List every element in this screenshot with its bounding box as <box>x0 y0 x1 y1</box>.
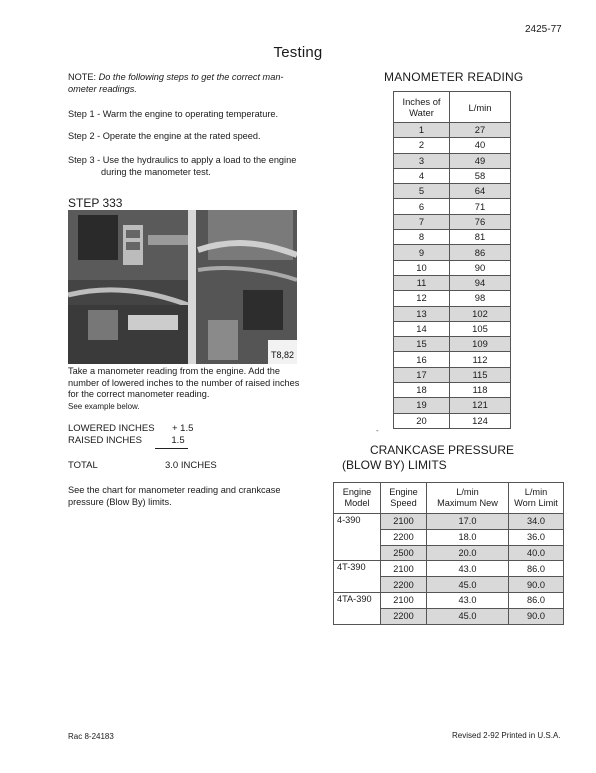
page-title: Testing <box>273 44 323 61</box>
crankcase-speed-cell: 2100 <box>381 592 427 608</box>
crankcase-worn-limit-cell: 90.0 <box>509 608 564 624</box>
manometer-inches-cell: 6 <box>394 199 450 214</box>
page-number: 2425-77 <box>525 24 562 35</box>
caption-text: Take a manometer reading from the engine. Add the number of lowered inches to the number of raised inches for the correct manometer reading. <box>68 366 300 399</box>
manometer-row <box>394 138 511 153</box>
manometer-row <box>394 321 511 336</box>
manometer-row <box>394 291 511 306</box>
manometer-row <box>394 398 511 413</box>
step-3-text <box>68 154 308 178</box>
crankcase-worn-limit-cell: 40.0 <box>509 545 564 561</box>
crankcase-speed-cell: 2200 <box>381 608 427 624</box>
manometer-inches-cell: 15 <box>394 337 450 352</box>
crankcase-max-new-cell: 20.0 <box>427 545 509 561</box>
manometer-inches-cell: 9 <box>394 245 450 260</box>
crankcase-max-new-cell: 17.0 <box>427 514 509 530</box>
manometer-lmin-cell: 98 <box>450 291 511 306</box>
manometer-row <box>394 260 511 275</box>
manometer-lmin-cell: 121 <box>450 398 511 413</box>
manometer-inches-cell: 5 <box>394 184 450 199</box>
manometer-lmin-cell: 86 <box>450 245 511 260</box>
manometer-title: MANOMETER READING <box>384 70 524 84</box>
manometer-lmin-cell: 102 <box>450 306 511 321</box>
manometer-row <box>394 245 511 260</box>
manometer-row <box>394 383 511 398</box>
manometer-lmin-cell: 109 <box>450 337 511 352</box>
step-3-line-2: during the manometer test. <box>101 167 211 177</box>
manometer-lmin-cell: 64 <box>450 184 511 199</box>
manometer-table-body <box>394 123 511 429</box>
crankcase-worn-limit-cell: 86.0 <box>509 592 564 608</box>
photo-code: T8,82 <box>271 350 295 360</box>
crankcase-worn-limit-cell: 34.0 <box>509 514 564 530</box>
manometer-row <box>394 352 511 367</box>
manometer-lmin-cell: 118 <box>450 383 511 398</box>
manometer-row <box>394 214 511 229</box>
manometer-inches-cell: 16 <box>394 352 450 367</box>
photo-caption <box>68 366 303 412</box>
crankcase-model-cell: 4T-390 <box>334 561 381 593</box>
crankcase-speed-cell: 2500 <box>381 545 427 561</box>
manometer-row <box>394 199 511 214</box>
manometer-row <box>394 153 511 168</box>
manometer-inches-cell: 19 <box>394 398 450 413</box>
manometer-inches-cell: 1 <box>394 123 450 138</box>
crankcase-speed-cell: 2200 <box>381 577 427 593</box>
manometer-inches-cell: 3 <box>394 153 450 168</box>
crankcase-header-model: Engine Model <box>334 483 381 514</box>
note-paragraph <box>68 71 308 95</box>
manometer-lmin-cell: 76 <box>450 214 511 229</box>
crankcase-header-speed: Engine Speed <box>381 483 427 514</box>
crankcase-worn-limit-cell: 36.0 <box>509 529 564 545</box>
manometer-lmin-cell: 112 <box>450 352 511 367</box>
manometer-row <box>394 123 511 138</box>
manometer-header-lmin: L/min <box>450 92 511 123</box>
manometer-header-inches: Inches of Water <box>394 92 450 123</box>
manometer-inches-cell: 12 <box>394 291 450 306</box>
crankcase-table-body <box>334 514 564 625</box>
engine-photo <box>68 210 297 364</box>
manometer-row <box>394 306 511 321</box>
crankcase-header-worn-limit: L/min Worn Limit <box>509 483 564 514</box>
crankcase-worn-limit-cell: 86.0 <box>509 561 564 577</box>
crankcase-title: CRANKCASE PRESSURE <box>369 443 515 457</box>
manometer-inches-cell: 20 <box>394 413 450 428</box>
manometer-row <box>394 413 511 428</box>
manometer-inches-cell: 11 <box>394 275 450 290</box>
crankcase-row <box>334 514 564 530</box>
step-3-line-1: Step 3 - Use the hydraulics to apply a load to the engine <box>68 155 297 165</box>
manometer-lmin-cell: 115 <box>450 367 511 382</box>
manometer-lmin-cell: 71 <box>450 199 511 214</box>
manometer-lmin-cell: 94 <box>450 275 511 290</box>
footer-doc-number: Rac 8-24183 <box>68 732 114 741</box>
manometer-table <box>393 91 511 429</box>
crankcase-row <box>334 561 564 577</box>
crankcase-model-cell: 4-390 <box>334 514 381 561</box>
manometer-lmin-cell: 27 <box>450 123 511 138</box>
crankcase-header-max-new: L/min Maximum New <box>427 483 509 514</box>
manometer-row <box>394 230 511 245</box>
lowered-inches-label: LOWERED INCHES <box>68 423 155 434</box>
crankcase-max-new-cell: 18.0 <box>427 529 509 545</box>
crankcase-row <box>334 592 564 608</box>
crankcase-model-cell: 4TA-390 <box>334 592 381 624</box>
note-label: NOTE: <box>68 72 97 82</box>
manometer-lmin-cell: 105 <box>450 321 511 336</box>
raised-inches-value: 1.5 <box>171 435 185 446</box>
crankcase-worn-limit-cell: 90.0 <box>509 577 564 593</box>
manometer-lmin-cell: 90 <box>450 260 511 275</box>
step-heading: STEP 333 <box>68 196 123 210</box>
crankcase-subtitle: (BLOW BY) LIMITS <box>342 458 447 472</box>
manometer-inches-cell: 4 <box>394 168 450 183</box>
crankcase-max-new-cell: 45.0 <box>427 577 509 593</box>
footer-revision: Revised 2-92 Printed in U.S.A. <box>452 731 561 740</box>
manometer-inches-cell: 14 <box>394 321 450 336</box>
total-value: 3.0 INCHES <box>165 460 217 471</box>
sum-rule <box>155 448 188 449</box>
manometer-inches-cell: 10 <box>394 260 450 275</box>
tick-mark: - <box>376 426 379 435</box>
crankcase-speed-cell: 2100 <box>381 561 427 577</box>
manometer-inches-cell: 7 <box>394 214 450 229</box>
manometer-lmin-cell: 49 <box>450 153 511 168</box>
crankcase-table <box>333 482 564 625</box>
chart-note: See the chart for manometer reading and crankcase pressure (Blow By) limits. <box>68 485 281 507</box>
crankcase-max-new-cell: 43.0 <box>427 592 509 608</box>
crankcase-speed-cell: 2200 <box>381 529 427 545</box>
manometer-row <box>394 275 511 290</box>
lowered-inches-value: + 1.5 <box>172 423 194 434</box>
raised-inches-label: RAISED INCHES <box>68 435 142 446</box>
manometer-row <box>394 337 511 352</box>
step-2-text: Step 2 - Operate the engine at the rated speed. <box>68 131 261 141</box>
manometer-inches-cell: 18 <box>394 383 450 398</box>
crankcase-max-new-cell: 43.0 <box>427 561 509 577</box>
crankcase-max-new-cell: 45.0 <box>427 608 509 624</box>
note-text: Do the following steps to get the correct man- ometer readings. <box>68 72 284 94</box>
manometer-inches-cell: 8 <box>394 230 450 245</box>
manometer-row <box>394 184 511 199</box>
engine-photo-graphic <box>68 210 297 364</box>
step-1-text: Step 1 - Warm the engine to operating temperature. <box>68 109 279 119</box>
manometer-row <box>394 367 511 382</box>
manometer-lmin-cell: 40 <box>450 138 511 153</box>
manometer-inches-cell: 17 <box>394 367 450 382</box>
manometer-row <box>394 168 511 183</box>
manometer-lmin-cell: 124 <box>450 413 511 428</box>
manometer-lmin-cell: 58 <box>450 168 511 183</box>
manometer-lmin-cell: 81 <box>450 230 511 245</box>
total-label: TOTAL <box>68 460 98 471</box>
manometer-inches-cell: 13 <box>394 306 450 321</box>
manometer-inches-cell: 2 <box>394 138 450 153</box>
caption-example-note: See example below. <box>68 401 140 411</box>
crankcase-speed-cell: 2100 <box>381 514 427 530</box>
